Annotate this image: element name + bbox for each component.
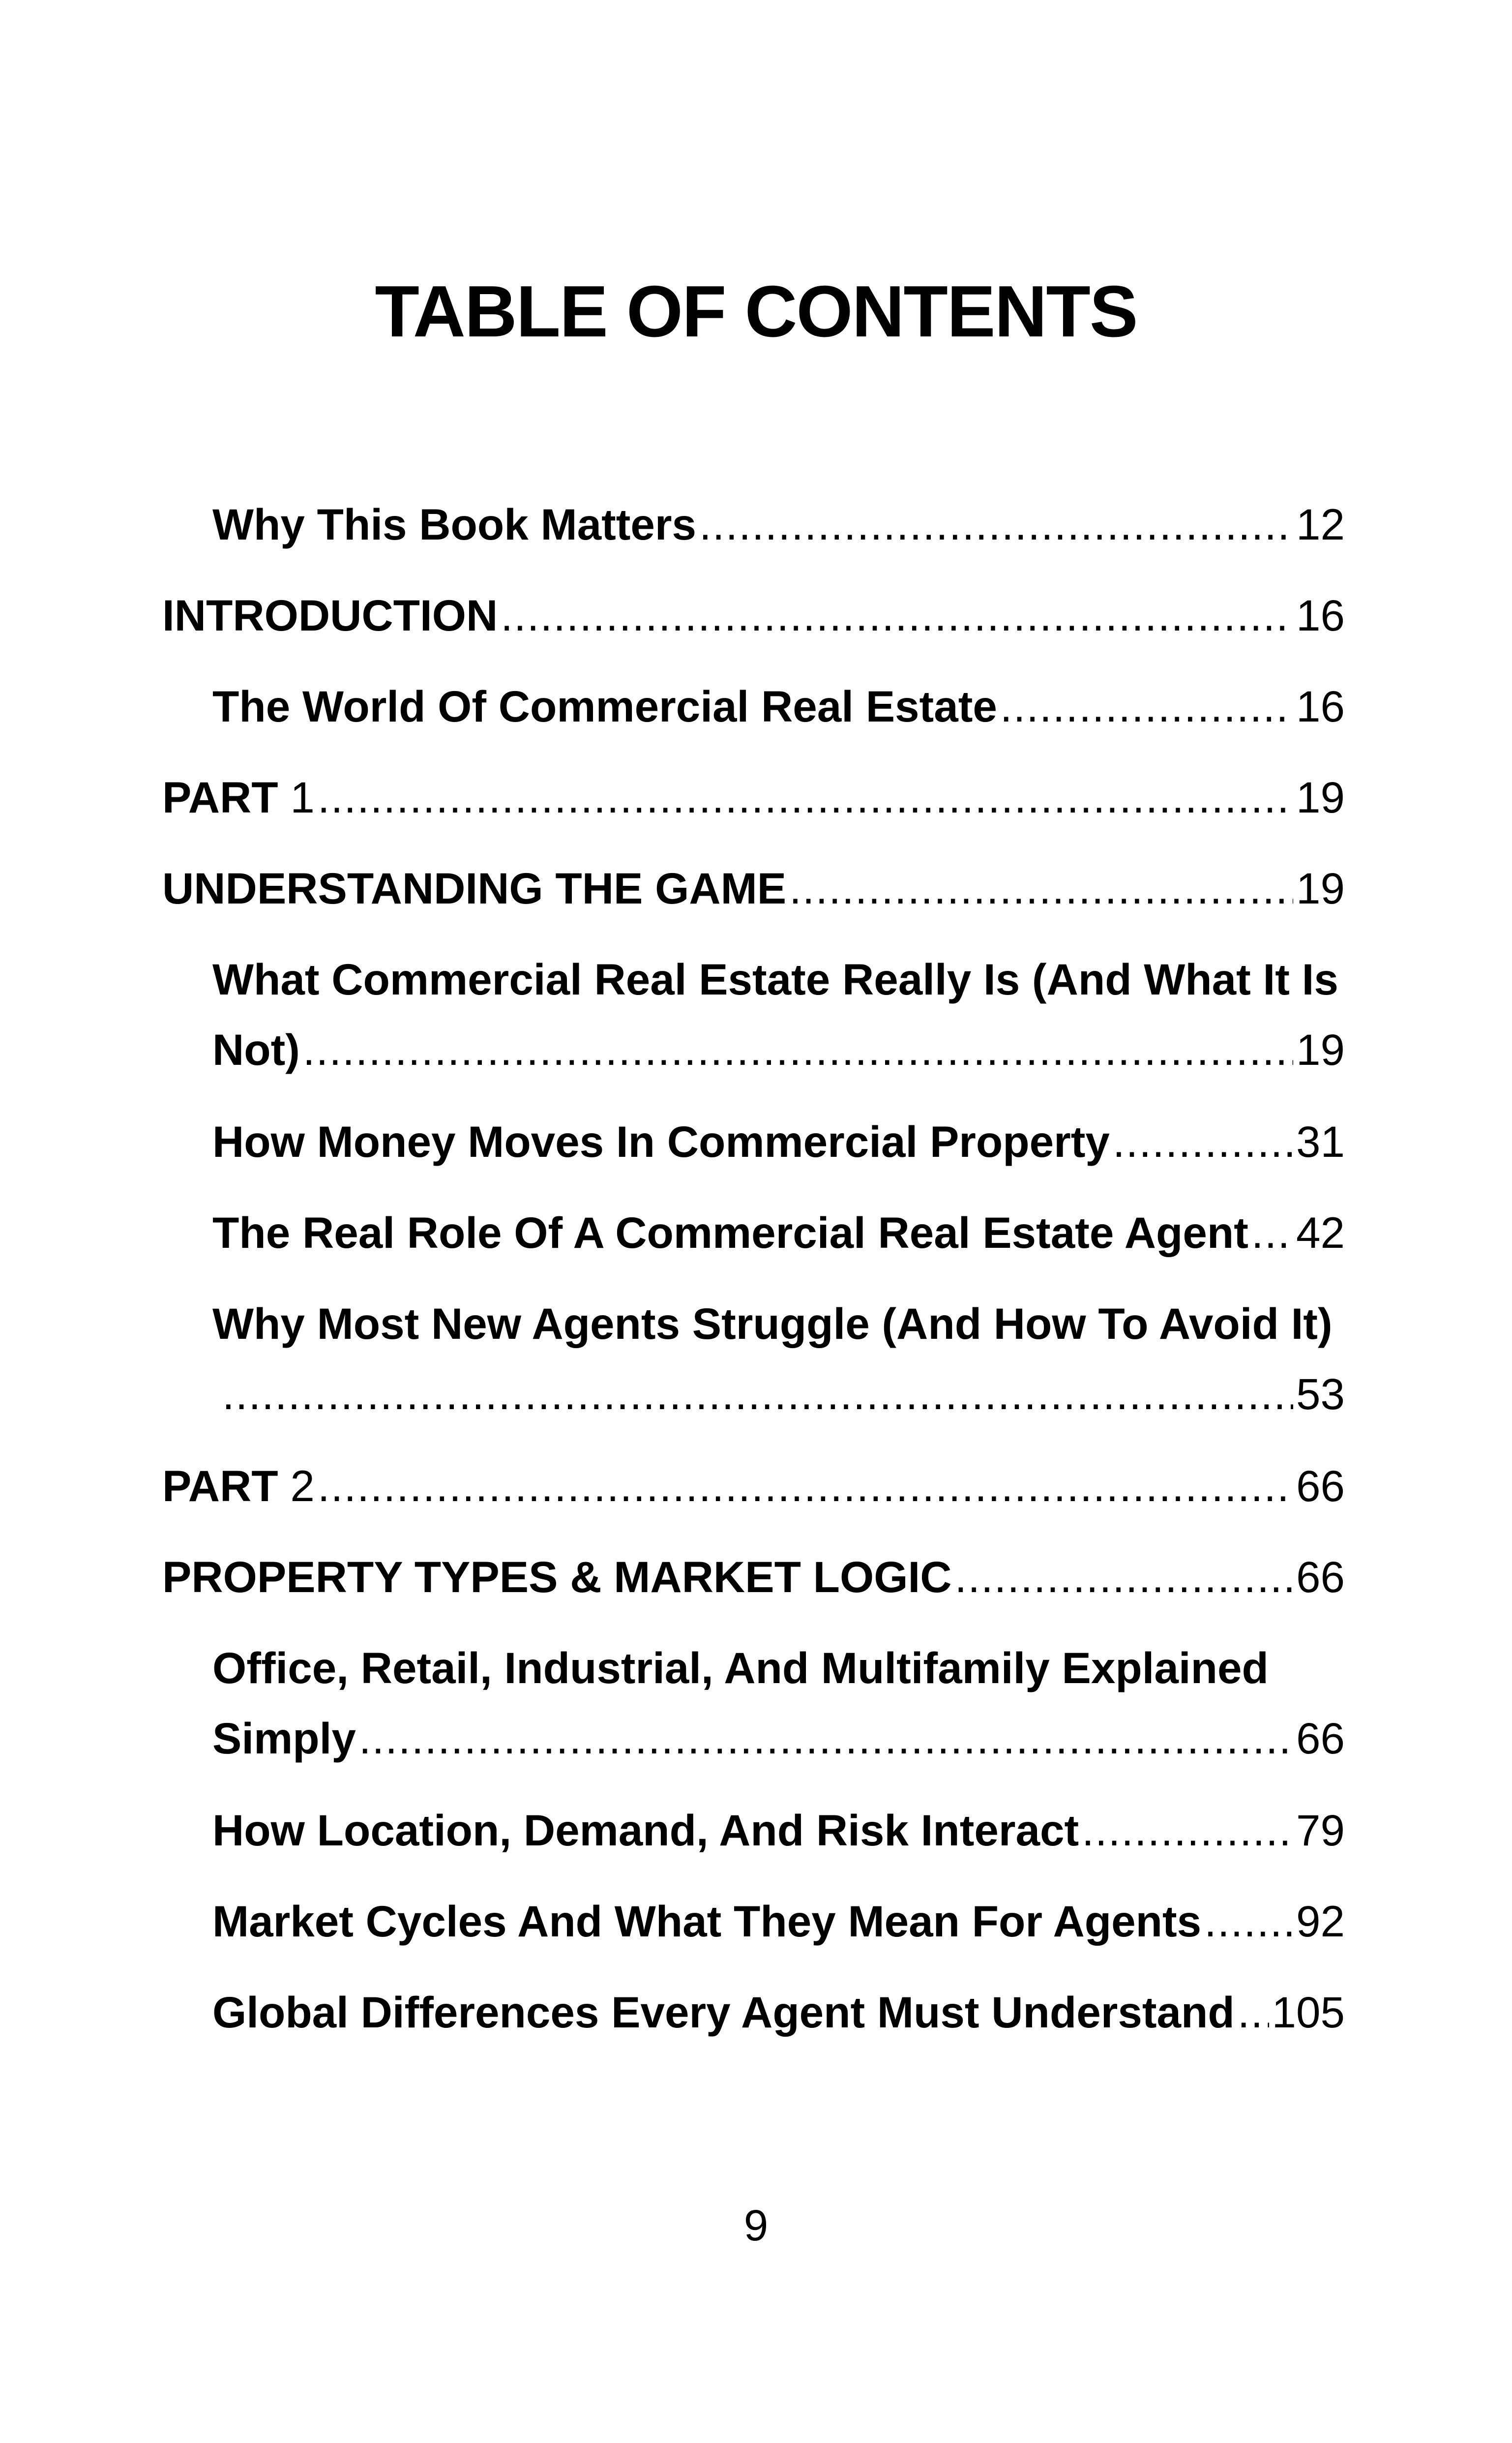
toc-page-number: 16: [1296, 682, 1345, 731]
toc-page-number: 31: [1296, 1117, 1345, 1166]
dot-leader: [1238, 1977, 1269, 2048]
dot-leader: [699, 489, 1293, 560]
toc-entry-title: How Location, Demand, And Risk Interact: [212, 1806, 1079, 1855]
toc-entry-property-types[interactable]: [162, 1542, 1345, 1612]
toc-entry-introduction[interactable]: [162, 580, 1345, 651]
toc-entry-title: Why This Book Matters: [212, 500, 697, 549]
toc-entry-title: How Money Moves In Commercial Property: [212, 1117, 1110, 1166]
page-title: TABLE OF CONTENTS: [375, 271, 1137, 352]
toc-page-number: 79: [1296, 1806, 1345, 1855]
dot-leader: [1251, 1198, 1293, 1268]
toc-entry-title: UNDERSTANDING THE GAME: [162, 864, 787, 913]
toc-entry-part-2[interactable]: [162, 1451, 1345, 1521]
dot-leader: [501, 580, 1293, 651]
dot-leader: [359, 1703, 1293, 1774]
toc-page-number: 92: [1296, 1897, 1345, 1946]
toc-entry-title: PROPERTY TYPES & MARKET LOGIC: [162, 1552, 952, 1601]
dot-leader: [222, 1359, 1293, 1429]
toc-entry-title: Global Differences Every Agent Must Understand: [212, 1988, 1235, 2037]
part-label: PART: [162, 773, 278, 822]
toc-entry-market-cycles[interactable]: [212, 1886, 1345, 1957]
toc-page-number: 16: [1296, 591, 1345, 640]
toc-page-number: 42: [1296, 1208, 1345, 1257]
page-number: 9: [743, 2201, 769, 2250]
dot-leader: [318, 1451, 1293, 1521]
toc-page-number: 12: [1296, 500, 1345, 549]
toc-page-number: 53: [1296, 1369, 1345, 1418]
dot-leader: [789, 853, 1293, 924]
toc-entry-understanding-the-game[interactable]: [162, 853, 1345, 924]
toc-page-number: 66: [1296, 1714, 1345, 1763]
dot-leader: [1113, 1107, 1293, 1177]
toc-entry-part-1[interactable]: [162, 762, 1345, 833]
toc-entry-title: The World Of Commercial Real Estate: [212, 682, 997, 731]
toc-entry-location-demand-risk[interactable]: [212, 1795, 1345, 1866]
toc-entry-title: INTRODUCTION: [162, 591, 498, 640]
toc-page-number: 66: [1296, 1552, 1345, 1601]
toc-entry-why-agents-struggle[interactable]: [212, 1289, 1345, 1429]
dot-leader: [1000, 671, 1293, 742]
toc-entry-title-line-1: Office, Retail, Industrial, And Multifamily Explained: [212, 1643, 1269, 1692]
toc-entry-title: Market Cycles And What They Mean For Agents: [212, 1897, 1202, 1946]
dot-leader: [1082, 1795, 1293, 1866]
dot-leader: [303, 1015, 1293, 1085]
toc-page-number: 19: [1296, 773, 1345, 822]
toc-entry-what-cre-really-is[interactable]: [212, 944, 1345, 1085]
toc-page-number: 105: [1272, 1988, 1345, 2037]
toc-entry-global-differences[interactable]: [212, 1977, 1345, 2048]
toc-entry-office-retail-industrial[interactable]: [212, 1633, 1345, 1774]
toc-entry-title-line-1: What Commercial Real Estate Really Is (And What It Is: [212, 955, 1338, 1004]
toc-page-number: 19: [1296, 864, 1345, 913]
part-number: 2: [290, 1461, 315, 1510]
toc-entry-title: The Real Role Of A Commercial Real Estate Agent: [212, 1208, 1248, 1257]
dot-leader: [1204, 1886, 1293, 1957]
part-number: 1: [290, 773, 315, 822]
dot-leader: [954, 1542, 1293, 1612]
part-label: PART: [162, 1461, 278, 1510]
toc-page-number: 19: [1296, 1025, 1345, 1074]
toc-page-number: 66: [1296, 1461, 1345, 1510]
toc-entry-why-this-book-matters[interactable]: [212, 489, 1345, 560]
toc-entry-title-line-2: Not): [212, 1025, 300, 1074]
toc-entry-world-of-cre[interactable]: [212, 671, 1345, 742]
toc-entry-title: [162, 1451, 315, 1521]
toc-entry-title: [162, 762, 315, 833]
toc-entry-real-role-of-agent[interactable]: [212, 1198, 1345, 1268]
dot-leader: [318, 762, 1293, 833]
toc-entry-how-money-moves[interactable]: [212, 1107, 1345, 1177]
toc-entry-title-line-1: Why Most New Agents Struggle (And How To Avoid It): [212, 1299, 1333, 1348]
toc-entry-title-line-2: Simply: [212, 1714, 356, 1763]
